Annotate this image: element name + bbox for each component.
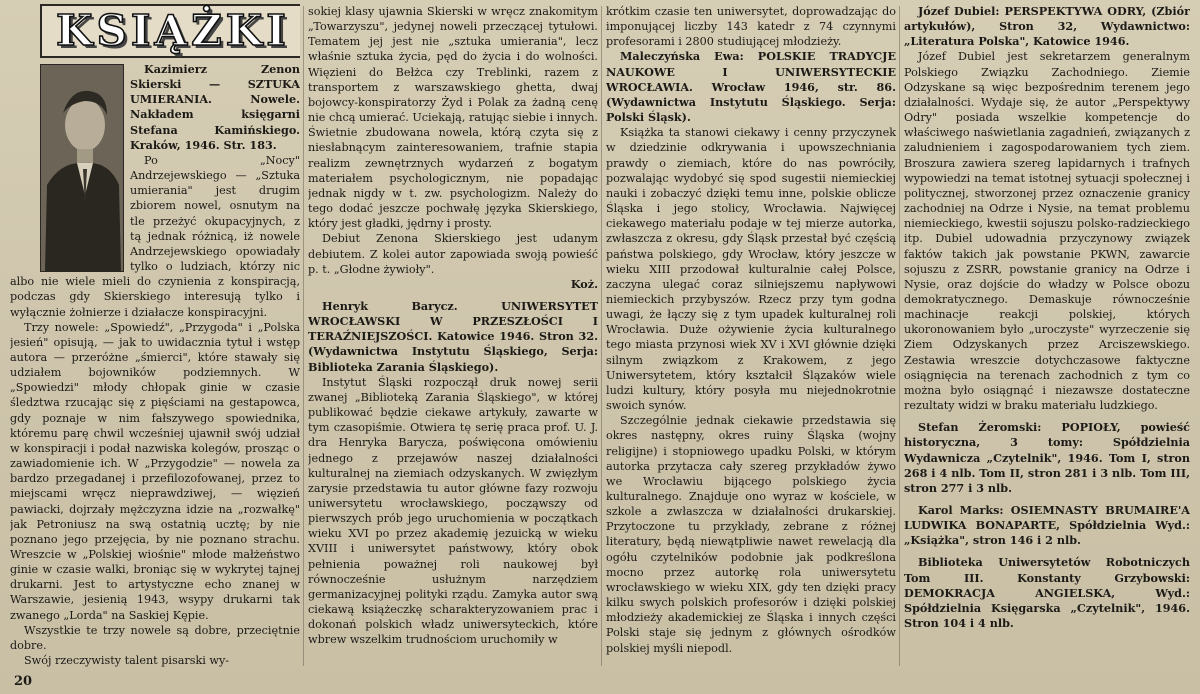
paragraph: Swój rzeczywisty talent pisarski wy- xyxy=(24,654,230,668)
book-citation: Henryk Barycz. UNIWERSYTET WROCŁAWSKI W PRZESZŁOŚCI I TERAŹNIEJSZOŚCI. Katowice 1946. Stron 32. (Wydawnictwa Instytutu Śląskiego, Serja: Biblioteka Zarania Śląskiego). xyxy=(308,298,598,374)
column-rule xyxy=(899,6,900,666)
paragraph: Szczególnie jednak ciekawie przedstawia się okres następny, okres ruiny Śląska (wojny religijne) i stopniowego upadku Polski, w którym autorka przytacza cały szereg przykładów żywo we Wrocławiu bijącego polskiego życia kulturalnego. Znajduje ono wyraz w kościele, w szkole a zwłaszcza w działalności drukarskiej. Przytoczone tu przykłady, zebrane z różnej literatury, będą niewątpliwie nawet rewelacją dla ogółu czytelników podobnie jak podkreślona mocno przez autorkę rola uniwersytetu wrocławskiego w wieku XIX, gdy ten dzięki pracy kilku swych polskich profesorów i dzięki polskiej młodzieży akademickiej ze Śląska i innych części Polski staje się jednym z głównych ośrodków polskiej myśli niepodl. xyxy=(606,414,896,655)
book-citation: Maleczyńska Ewa: POLSKIE TRADYCJE NAUKOWE I UNIWERSYTECKIE WROCŁAWIA. Wrocław 1946, str. 86. (Wydawnictwa Instytutu Śląskiego. Serja: Polski Śląsk). xyxy=(606,49,896,125)
paragraph: Trzy nowele: „Spowiedź", „Przygoda" i „Polska jesień" opisują, — jak to uwidacznia tytuł i wstęp autora — przeróżne „śmierci", które stawały się udziałem bojowników podziemnych. W „Spowiedzi" młody chłopak ginie w czasie śledztwa rzucając się z pięściami na gestapowca, gdy poznaje w nim fałszywego spowiednika, któremu parę chwil wcześniej ujawnił swój udział w konspiracji i podał nazwiska kolegów, prosząc o zawiadomienie ich. W „Przygodzie" — nowela za bardzo przegadanej i przefilozofowanej, przez to miejscami wręcz nieprawdziwej, — więzień pawiacki, dojrzały mężczyzna idzie na „rozwałkę" jak Petroniusz na swą ostatnią ucztę; by nie poznano jego przejęcia, by nie poznano strachu. Wreszcie w „Polskiej wiośnie" młode małżeństwo ginie w czasie walki, broniąc się w wykrytej tajnej drukarni. Jest to artystyczne echo znanej w Warszawie, jesienią 1943, wsypy drukarni tak zwanego „Lorda" na Saskiej Kępie. xyxy=(10,320,300,622)
book-citation: Biblioteka Uniwersytetów Robotniczych Tom III. Konstanty Grzybowski: DEMOKRACJA ANGIELSKA, Wyd.: Spółdzielnia Księgarska „Czytelnik", 1946. Stron 104 i 4 nlb. xyxy=(904,555,1190,631)
paragraph-spacer xyxy=(904,548,1190,555)
column-4 xyxy=(904,4,1190,672)
book-citation: Karol Marks: OSIEMNASTY BRUMAIRE'A LUDWIKA BONAPARTE, Spółdzielnia Wyd.: „Książka", stron 146 i 2 nlb. xyxy=(904,503,1190,548)
paragraph: Wszystkie te trzy nowele są dobre, przeciętnie dobre. xyxy=(10,623,300,652)
author-portrait-image xyxy=(41,65,123,271)
paragraph: sokiej klasy ujawnia Skierski w wręcz znakomitym „Towarzyszu", jedynej noweli przeczącej tytułowi. Tematem jej jest nie „sztuka umierania", lecz właśnie sztuka życia, pęd do życia i do wolności. Więzieni do Bełżca czy Treblinki, razem z transportem z warszawskiego ghetta, dwaj bojowcy-konspiratorzy Żyd i Polak za żadną cenę nie chcą umierać. Uciekają, ratując siebie i innych. Świetnie zbudowana nowela, którą czyta się z niesłabnącym zainteresowaniem, trafnie stapia realizm zewnętrznych wydarzeń z bogatym materiałem psychologicznym, nie popadając jednak nigdy w t. zw. psychologizm. Należy do tego dodać jeszcze pochwałę języka Skierskiego, który jest gładki, jędrny i prosty. xyxy=(308,5,598,231)
column-2-body xyxy=(308,4,598,648)
section-heading-text: KSIĄŻKI xyxy=(56,6,290,56)
page-number: 20 xyxy=(14,674,33,689)
column-3 xyxy=(606,4,896,672)
column-2 xyxy=(308,4,598,672)
column-rule xyxy=(303,6,304,666)
paragraph: Książka ta stanowi ciekawy i cenny przyczynek w dziedzinie odkrywania i upowszechniania prawdy o ziemiach, które do nas powróciły, pozwalając wydobyć się spod sugestii niemieckiej nauki i zobaczyć dzięki temu inne, polskie oblicze Śląska i jego stolicy, Wrocławia. Najwięcej ciekawego materiału podaje w tej mierze autorka, zwłaszcza z okresu, gdy Śląsk przestał być częścią państwa polskiego, gdy Wrocław, który jeszcze w wieku XIII przodował kulturalnie całej Polsce, zaczyna ulegać coraz silniejszemu napływowi niemieckich przybyszów. Rzecz przy tym godna uwagi, że łączy się z tym upadek kulturalnej roli Wrocławia. Duże ożywienie życia kulturalnego tego miasta przynosi wiek XV i XVI głównie dzięki silnym związkom z Krakowem, z jego Uniwersytetem, który kształcił Ślązaków wiele ludzi kultury, który posyła mu niejednokrotnie swoich synów. xyxy=(606,126,896,413)
author-signature: Koż. xyxy=(570,276,598,291)
book-citation: Stefan Żeromski: POPIOŁY, powieść historyczna, 3 tomy: Spółdzielnia Wydawnicza „Czytelnik", 1946. Tom I, stron 268 i 4 nlb. Tom II, stron 281 i 3 nlb. Tom III, stron 277 i 3 nlb. xyxy=(904,420,1190,495)
paragraph: krótkim czasie ten uniwersytet, doprowadzając do imponującej liczby 143 katedr z 74 czynnymi profesorami i 2800 studiującej młodzieży. xyxy=(606,5,896,49)
paragraph: Instytut Śląski rozpoczął druk nowej serii zwanej „Biblioteką Zarania Śląskiego", w której publikować będzie ciekawe artykuły, zawarte w tym czasopiśmie. Otwiera tę serię praca prof. U. J. dra Henryka Barycza, poświęcona omówieniu jednego z przejawów naszej działalności kulturalnej na ziemiach odzyskanych. W zwięzłym zarysie przedstawia tu autor główne fazy rozwoju uniwersytetu wrocławskiego, począwszy od pierwszych prób jego uruchomienia w początkach wieku XVI po przez akademię jezuicką w wieku XVIII i uniwersytet państwowy, który obok pełnienia poważnej roli naukowej był równocześnie usłużnym narzędziem germanizacyjnej polityki rządu. Zamyka autor swą ciekawą książeczkę scharakteryzowaniem prac i dokonań polskich władz uniwersyteckich, które wbrew wszelkim trudnościom uruchomiły w xyxy=(308,375,598,647)
book-citation: Kazimierz Zenon Skierski — SZTUKA UMIERANIA. Nowele. Nakładem księgarni Stefana Kamińskiego. Kraków, 1946. Str. 183. xyxy=(130,62,300,152)
paragraph-spacer xyxy=(904,496,1190,503)
column-1 xyxy=(10,4,300,672)
author-portrait xyxy=(40,64,124,272)
column-4-body xyxy=(904,4,1190,631)
paragraph-spacer xyxy=(308,292,598,299)
column-rule xyxy=(601,6,602,666)
book-citation: Józef Dubiel: PERSPEKTYWA ODRY, (Zbiór artykułów), Stron 32, Wydawnictwo: „Literatura Polska", Katowice 1946. xyxy=(904,4,1190,49)
section-heading xyxy=(40,4,300,58)
paragraph: Józef Dubiel jest sekretarzem generalnym Polskiego Związku Zachodniego. Ziemie Odzyskane są więc bezpośrednim terenem jego działalności. Wydaje się, że autor „Perspektywy Odry" posiada wszelkie kompetencje do właściwego naświetlania zagadnień, związanych z zaludnieniem i zagospodarowaniem tych ziem. Broszura zawiera szereg lapidarnych i trafnych wypowiedzi na temat istotnej sytuacji społecznej i politycznej, stworzonej przez oznaczenie granicy zachodniej na Odrze i Nysie, na temat problemu niemieckiego, kwestii sojuszu polsko-radzieckiego itp. Dubiel udowadnia przyczynowy związek faktów takich jak powstanie PKWN, zawarcie sojuszu z ZSRR, powstanie granicy na Odrze i Nysie, oraz dojście do władzy w Polsce obozu demokratycznego. Demaskuje równocześnie machinacje reakcji polskiej, których ukoronowaniem było „uroczyste" wyrzeczenie się Ziem Odzyskanych przez Arciszewskiego. Zestawia wreszcie dotychczasowe faktyczne osiągnięcia na terenach zachodnich z tym co można było osiągnąć i niezawsze dostateczne rezultaty widzi w braku materiału ludzkiego. xyxy=(904,50,1190,413)
paragraph: Debiut Zenona Skierskiego jest udanym debiutem. Z kolei autor zapowiada swoją powieść p. t. „Głodne żywioły". xyxy=(308,232,598,276)
paragraph-spacer xyxy=(904,413,1190,420)
column-3-body xyxy=(606,4,896,656)
paragraph: Po „Nocy" Andrzejewskiego — „Sztuka umierania" jest drugim zbiorem nowel, osnutym na tle przeżyć okupacyjnych, z tą jednak różnicą, iż nowele Andrzejewskiego opowiadały tylko o ludziach, którzy nic albo nie wiele mieli do czynienia z konspiracją, podczas gdy Skierskiego interesują tylko i wyłącznie żołnierze i działacze konspiracyjni. xyxy=(10,153,300,319)
